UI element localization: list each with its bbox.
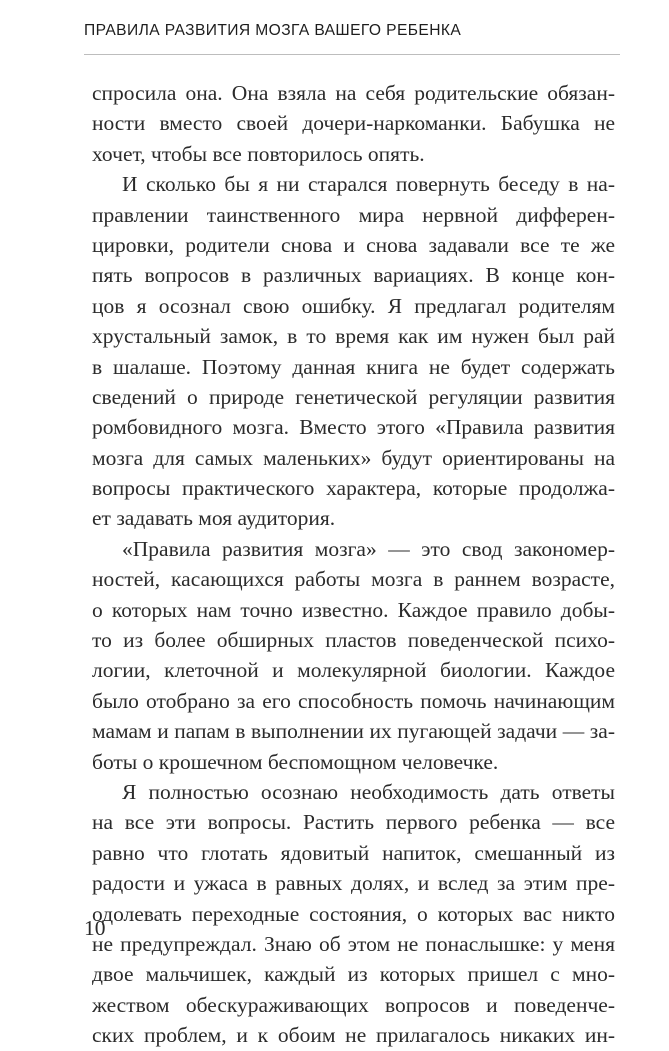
text-line: хочет, чтобы все повторилось опять.	[92, 141, 425, 166]
paragraph-1	[92, 78, 615, 169]
paragraph-4	[92, 777, 615, 1051]
text-line: то из более обширных пластов поведенческой психо-	[92, 628, 615, 653]
text-line: было отобрано за его способность помочь начинающим	[92, 688, 615, 713]
page-number: 10	[84, 916, 106, 940]
text-line: вопросы практического характера, которые продолжа-	[92, 476, 615, 501]
text-line: не предупреждал. Знаю об этом не понаслышке: у меня	[92, 931, 615, 956]
text-line: радости и ужаса в равных долях, и вслед за этим пре-	[92, 871, 615, 896]
text-line: цов я осознал свою ошибку. Я предлагал родителям	[92, 293, 615, 318]
text-line: ностей, касающихся работы мозга в раннем возрасте,	[92, 567, 615, 592]
text-line: на все эти вопросы. Растить первого ребенка — все	[92, 810, 615, 835]
text-line: Я полностью осознаю необходимость дать ответы	[122, 779, 615, 804]
text-line: И сколько бы я ни старался повернуть беседу в на-	[122, 172, 615, 197]
text-line: ности вместо своей дочери-наркоманки. Бабушка не	[92, 111, 615, 136]
text-line: боты о крошечном беспомощном человечке.	[92, 749, 499, 774]
running-header: ПРАВИЛА РАЗВИТИЯ МОЗГА ВАШЕГО РЕБЕНКА	[84, 22, 462, 39]
text-line: мозга для самых маленьких» будут ориентированы на	[92, 445, 615, 470]
text-line: «Правила развития мозга» — это свод закономер-	[122, 536, 615, 561]
text-line: сведений о природе генетической регуляции развития	[92, 384, 615, 409]
text-line: ских проблем, и к обоим не прилагалось никаких ин-	[92, 1023, 615, 1048]
paragraph-2	[92, 169, 615, 534]
text-line: ромбовидного мозга. Вместо этого «Правила развития	[92, 415, 615, 440]
text-line: в шалаше. Поэтому данная книга не будет содержать	[92, 354, 615, 379]
text-line: пять вопросов в различных вариациях. В конце кон-	[92, 263, 615, 288]
text-line: мамам и папам в выполнении их пугающей задачи — за-	[92, 719, 615, 744]
text-line: о которых нам точно известно. Каждое правило добы-	[92, 597, 615, 622]
paragraph-3	[92, 534, 615, 777]
text-line: цировки, родители снова и снова задавали все те же	[92, 232, 615, 257]
text-line: ет задавать моя аудитория.	[92, 506, 336, 531]
text-line: логии, клеточной и молекулярной биологии. Каждое	[92, 658, 615, 683]
text-line: хрустальный замок, в то время как им нужен был рай	[92, 324, 615, 349]
text-line: равно что глотать ядовитый напиток, смешанный из	[92, 840, 615, 865]
header-rule	[84, 54, 620, 55]
text-line: жеством обескураживающих вопросов и поведенче-	[92, 992, 615, 1017]
text-line: двое мальчишек, каждый из которых пришел с мно-	[92, 962, 615, 987]
text-line: спросила она. Она взяла на себя родительские обязан-	[92, 81, 615, 105]
text-line: правлении таинственного мира нервной дифферен-	[92, 202, 615, 227]
text-line: одолевать переходные состояния, о которых вас никто	[92, 901, 615, 926]
page-body	[92, 78, 615, 1051]
